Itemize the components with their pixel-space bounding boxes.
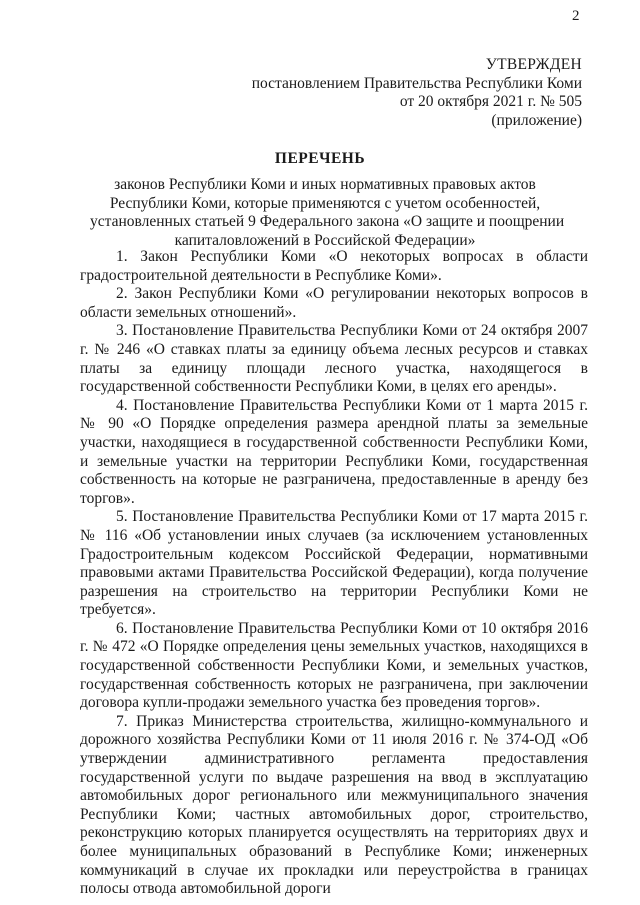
list-item: 1. Закон Республики Коми «О некоторых вопросах в области градостроительной деятельности в Республике Коми». [80,248,588,284]
list-item: 3. Постановление Правительства Республики Коми от 24 октября 2007 г. № 246 «О ставках платы за единицу объема лесных ресурсов и ставках платы за единицу площади лесного участка, находящегося в государственной собственности Республики Коми, в целях его аренды». [80,322,588,396]
list-item: 2. Закон Республики Коми «О регулировании некоторых вопросов в области земельных отношений». [80,285,588,321]
subtitle-line: капиталовложений в Российской Федерации» [174,231,476,249]
page-number: 2 [572,8,580,24]
subtitle-line: законов Республики Коми и иных нормативных правовых актов [114,176,536,193]
list-item: 5. Постановление Правительства Республики Коми от 17 марта 2015 г. № 116 «Об установлении иных случаев (за исключением установленных Градостроительным кодексом Российской Федерации, нормативными правовыми актами Правительства Российской Федерации), когда получение разрешения на строительство на территории Республики Коми не требуется». [80,508,588,619]
approval-date-number: от 20 октября 2021 г. № 505 [399,93,582,110]
list-item: 4. Постановление Правительства Республики Коми от 1 марта 2015 г. № 90 «О Порядке определения размера арендной платы за земельные участки, находящиеся в государственной собственности Республики Коми, и земельные участки на территории Республики Коми, государственная собственность на которые не разграничена, предоставленные в аренду без торгов». [80,396,588,507]
approval-note: (приложение) [491,111,582,129]
approval-block [222,56,582,130]
approval-authority: постановлением Правительства Республики Коми [251,74,582,92]
document-subtitle [90,176,565,250]
subtitle-line: установленных статьей 9 Федерального закона «О защите и поощрении [90,213,565,230]
subtitle-line: Республики Коми, которые применяются с учетом особенностей, [109,194,541,212]
approval-stamp: УТВЕРЖДЕН [485,56,582,73]
list-item: 7. Приказ Министерства строительства, жилищно-коммунального и дорожного хозяйства Республики Коми от 11 июля 2016 г. № 374-ОД «Об утверждении административного регламента предоставления государственной услуги по выдаче разрешения на ввод в эксплуатацию автомобильных дорог регионального или межмуниципального значения Республики Коми; частных автомобильных дорог, строительство, реконструкцию которых планируется осуществлять на территориях двух и более муниципальных образований в Республике Коми; инженерных коммуникаций в случае их прокладки или переустройства в границах полосы отвода автомобильной дороги [80,712,588,898]
document-title: ПЕРЕЧЕНЬ [274,150,366,167]
list-item: 6. Постановление Правительства Республики Коми от 10 октября 2016 г. № 472 «О Порядке определения цены земельных участков, находящихся в государственной собственности Республики Коми, и земельных участков, государственная собственность которых не разграничена, при заключении договора купли-продажи земельного участка без проведения торгов». [80,619,588,712]
list-of-acts [80,248,588,899]
